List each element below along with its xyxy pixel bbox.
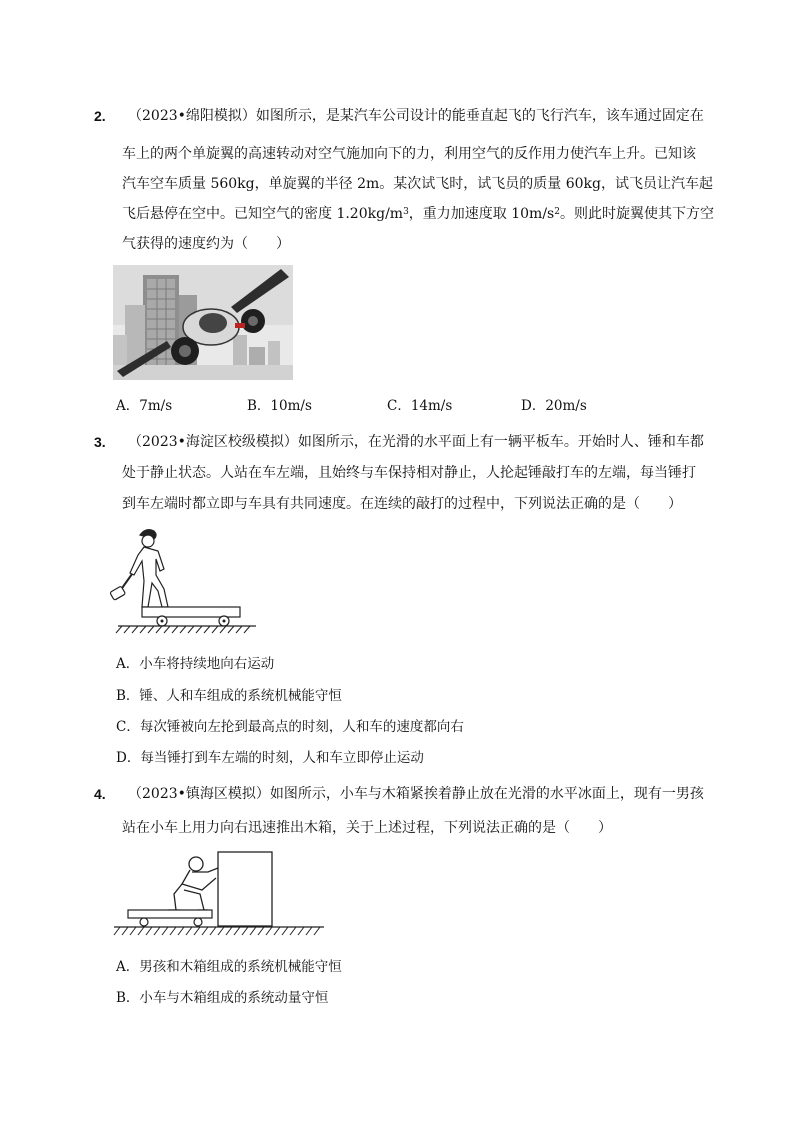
question-text-line: 汽车空车质量 560kg，单旋翼的半径 2m。某次试飞时，试飞员的质量 60kg，试飞员让汽车起 [122,176,713,192]
question-number: 3. [94,434,106,450]
option-b: B．锤、人和车组成的系统机械能守恒 [116,688,342,704]
boy-box-figure [112,850,326,940]
question-number: 4. [94,786,106,802]
question-number: 2. [94,108,106,124]
option-a: A．男孩和木箱组成的系统机械能守恒 [116,959,342,975]
option-d: D．20m/s [521,398,587,414]
question-text-line [122,204,714,224]
text-run: 飞后悬停在空中。已知空气的密度 1.20kg/m [122,206,404,222]
superscript: 3 [403,207,409,217]
question-text-line: 处于静止状态。人站在车左端，且始终与车保持相对静止，人抡起锤敲打车的左端，每当锤打 [122,465,696,481]
hammer-cart-figure [108,525,258,635]
question-text-line: 站在小车上用力向右迅速推出木箱，关于上述过程，下列说法正确的是（ ） [122,820,612,836]
text-run: 。则此时旋翼使其下方空 [559,206,714,222]
question-text-line: （2023•海淀区校级模拟）如图所示，在光滑的水平面上有一辆平板车。开始时人、锤和车都 [128,434,704,450]
question-text-line: 到车左端时都立即与车具有共同速度。在连续的敲打的过程中，下列说法正确的是（ ） [122,496,682,512]
option-b: B．小车与木箱组成的系统动量守恒 [116,990,329,1006]
text-run: ，重力加速度取 10m/s [408,206,555,222]
option-c: C．14m/s [387,398,453,414]
question-text-line: 气获得的速度约为（ ） [122,236,290,252]
option-c: C．每次锤被向左抡到最高点的时刻，人和车的速度都向右 [116,719,464,735]
option-a: A．7m/s [116,398,173,414]
question-text-line: 车上的两个单旋翼的高速转动对空气施加向下的力，利用空气的反作用力使汽车上升。已知该 [122,146,696,162]
question-text-line: （2023•绵阳模拟）如图所示，是某汽车公司设计的能垂直起飞的飞行汽车，该车通过固定在 [128,108,704,124]
superscript: 2 [554,207,560,217]
flying-car-image [113,265,293,380]
option-b: B．10m/s [247,398,312,414]
option-a: A．小车将持续地向右运动 [116,656,275,672]
question-text-line: （2023•镇海区模拟）如图所示，小车与木箱紧挨着静止放在光滑的水平冰面上，现有一男孩 [128,786,704,802]
option-d: D．每当锤打到车左端的时刻，人和车立即停止运动 [116,750,424,766]
